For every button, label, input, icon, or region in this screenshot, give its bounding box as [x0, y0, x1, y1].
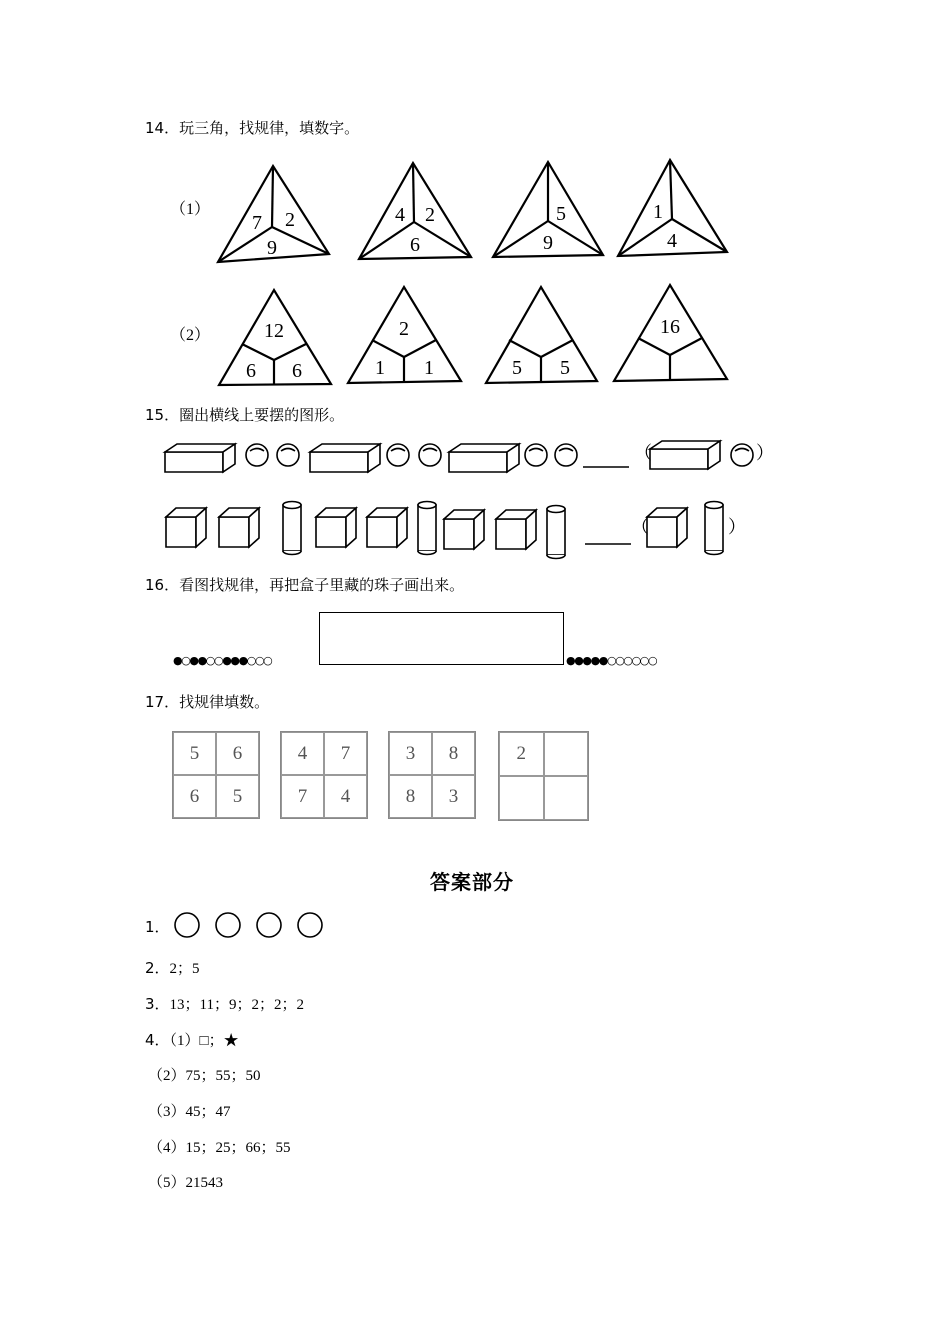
answer-1-circles: [172, 912, 332, 940]
tri-r1-2-bottom: 6: [410, 234, 420, 256]
grid-cell: 8: [389, 775, 432, 818]
grid-cell: 6: [173, 775, 216, 818]
grid-cell-blank[interactable]: [499, 776, 544, 820]
answer-4-label: 4．: [145, 1031, 170, 1049]
cylinder-shape: [705, 502, 723, 555]
tri-r2-2-left: 1: [375, 357, 385, 379]
number-grid-4[interactable]: [498, 731, 589, 821]
grid-cell: 2: [499, 732, 544, 776]
answer-2-label: 2．: [145, 959, 170, 977]
number-grid-1: [172, 731, 260, 819]
tri-r1-2-right: 2: [425, 204, 435, 226]
answer-4-4: （4）15；25；66；55: [148, 1140, 291, 1156]
grid-cell: 3: [432, 775, 475, 818]
tri-r2-1-right: 6: [292, 360, 302, 382]
hidden-bead-box[interactable]: [319, 612, 564, 665]
answer-1-label: 1．: [145, 918, 170, 936]
q15-title: 15．圈出横线上要摆的图形。: [145, 406, 345, 424]
q15-row2-close-paren: ）: [728, 517, 746, 538]
number-grid-2: [280, 731, 368, 819]
grid-cell: 7: [324, 732, 367, 775]
tri-r1-1-bottom: 9: [267, 237, 277, 259]
circle-shape: [257, 913, 281, 937]
cube-shape: [166, 508, 206, 547]
cube-shape: [316, 508, 356, 547]
answer-4-2: （2）75；55；50: [148, 1068, 261, 1084]
tri-r1-4-left: 1: [653, 201, 663, 223]
cuboid-shape: [650, 441, 720, 469]
triangle-r2-3: [486, 287, 597, 383]
tri-r1-1-right: 2: [285, 209, 295, 231]
cube-shape: [496, 510, 536, 549]
q15-row1-close-paren: ）: [756, 443, 774, 464]
left-bead-string: ●○●●○○●●●○○○: [173, 654, 272, 667]
cube-shape: [647, 508, 687, 547]
tri-r2-3-right: 5: [560, 357, 570, 379]
cube-shape: [367, 508, 407, 547]
circle-shape: [175, 913, 199, 937]
cylinder-shape: [547, 506, 565, 559]
tri-r1-2-left: 4: [395, 204, 405, 226]
grid-cell: 6: [216, 732, 259, 775]
grid-cell: 8: [432, 732, 475, 775]
ball-shape: [387, 444, 409, 466]
ball-shape: [246, 444, 268, 466]
tri-r2-1-top: 12: [264, 320, 284, 342]
grid-cell: 4: [281, 732, 324, 775]
answer-4-3: （3）45；47: [148, 1104, 231, 1120]
q14-triangles: [0, 0, 950, 400]
q14-row1-label: （1）: [170, 201, 211, 218]
grid-cell: 5: [216, 775, 259, 818]
answer-3-label: 3．: [145, 995, 170, 1013]
tri-r2-2-top: 2: [399, 318, 409, 340]
circle-shape: [298, 913, 322, 937]
ball-shape: [525, 444, 547, 466]
cube-shape: [219, 508, 259, 547]
tri-r2-2-right: 1: [424, 357, 434, 379]
tri-r1-1-left: 7: [252, 212, 262, 234]
grid-cell-blank[interactable]: [544, 776, 589, 820]
tri-r1-3-bottom: 9: [543, 232, 553, 254]
cuboid-shape: [165, 444, 235, 472]
cube-shape: [444, 510, 484, 549]
grid-cell: 4: [324, 775, 367, 818]
tri-r2-4-top: 16: [660, 316, 680, 338]
cylinder-shape: [283, 502, 301, 555]
q17-title: 17．找规律填数。: [145, 693, 270, 711]
cuboid-shape: [449, 444, 519, 472]
cuboid-shape: [310, 444, 380, 472]
answer-3: 13；11；9；2；2；2: [169, 997, 304, 1013]
number-grid-3: [388, 731, 476, 819]
q14-row2-label: （2）: [170, 327, 211, 344]
ball-shape: [419, 444, 441, 466]
answer-2: 2；5: [169, 961, 200, 977]
grid-cell: 5: [173, 732, 216, 775]
grid-cell: 7: [281, 775, 324, 818]
tri-r1-4-bottom: 4: [667, 230, 677, 252]
circle-shape: [216, 913, 240, 937]
q15-row2-open-paren: （: [631, 517, 649, 538]
cylinder-shape: [418, 502, 436, 555]
grid-cell-blank[interactable]: [544, 732, 589, 776]
ball-shape: [277, 444, 299, 466]
tri-r2-3-left: 5: [512, 357, 522, 379]
tri-r1-3-right: 5: [556, 203, 566, 225]
q15-shapes: [0, 430, 950, 570]
answers-title: 答案部分: [430, 870, 514, 894]
answer-4-1: （1）□；★: [169, 1033, 239, 1049]
ball-shape: [731, 444, 753, 466]
ball-shape: [555, 444, 577, 466]
tri-r2-1-left: 6: [246, 360, 256, 382]
answer-4-5: （5）21543: [148, 1175, 224, 1191]
right-bead-string: ●●●●●○○○○○○: [566, 654, 657, 667]
q14-title: 14．玩三角，找规律，填数字。: [145, 119, 360, 137]
q16-title: 16．看图找规律，再把盒子里藏的珠子画出来。: [145, 576, 465, 594]
q15-row1-open-paren: （: [634, 443, 652, 464]
grid-cell: 3: [389, 732, 432, 775]
